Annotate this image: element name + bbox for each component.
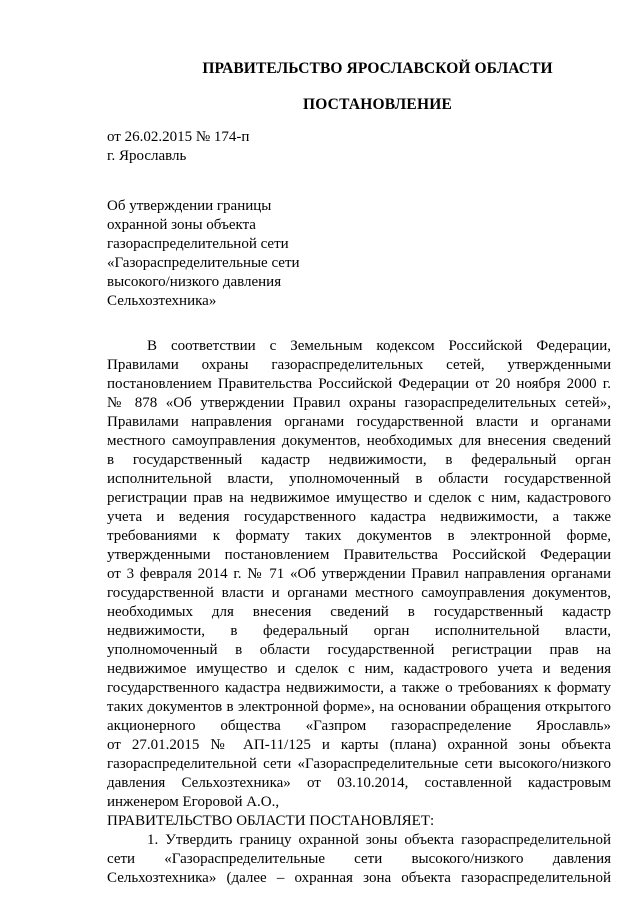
body-line: требованиями к формату таких документов в электронной форме,	[107, 528, 611, 544]
body-line: государственного кадастра недвижимости, а также о требованиях к формату	[107, 680, 611, 696]
subject-line: «Газораспределительные сети	[107, 255, 300, 271]
body-line: местного самоуправления документов, необходимых для внесения сведений	[107, 433, 611, 449]
body-line: газораспределительной сети «Газораспределительные сети высокого/низкого	[107, 756, 611, 772]
body-line: недвижимое имущество и сделок с ним, кадастрового учета и ведения	[107, 661, 611, 677]
document-body	[107, 337, 611, 888]
body-line: уполномоченный в области государственной регистрации прав на	[107, 642, 611, 658]
body-line: таких документов в электронной форме», на основании обращения открытого	[107, 699, 611, 715]
body-line: № 878 «Об утверждении Правил охраны газораспределительных сетей»,	[107, 395, 611, 411]
body-line: исполнительной власти, уполномоченный в области государственной	[107, 471, 611, 487]
body-line: государственной власти и органами местного самоуправления документов,	[107, 585, 611, 601]
document-subject	[107, 197, 367, 311]
body-line: давления Сельхозтехника» от 03.10.2014, составленной кадастровым	[107, 775, 611, 791]
subject-line: газораспределительной сети	[107, 236, 289, 252]
body-line: Правилами направления органами государственной власти и органами	[107, 414, 611, 430]
subject-line: Об утверждении границы	[107, 198, 272, 214]
document-type: ПОСТАНОВЛЕНИЕ	[302, 96, 453, 113]
city: г. Ярославль	[107, 148, 187, 164]
body-line: в государственный кадастр недвижимости, в федеральный орган	[107, 452, 611, 468]
body-line: акционерного общества «Газпром газораспределение Ярославль»	[107, 718, 611, 734]
body-line: 1. Утвердить границу охранной зоны объекта газораспределительной	[147, 832, 611, 848]
subject-line: высокого/низкого давления	[107, 274, 282, 290]
subject-line: охранной зоны объекта	[107, 217, 256, 233]
item-1-paragraph	[107, 831, 611, 888]
body-line: учета и ведения государственного кадастра недвижимости, а также	[107, 509, 611, 525]
government-title: ПРАВИТЕЛЬСТВО ЯРОСЛАВСКОЙ ОБЛАСТИ	[202, 60, 553, 77]
subject-line: Сельхозтехника»	[107, 293, 217, 309]
body-line: от 3 февраля 2014 г. № 71 «Об утверждении Правил направления органами	[107, 566, 611, 582]
body-line: от 27.01.2015 № АП-11/125 и карты (плана) охранной зоны объекта	[107, 737, 611, 753]
resolve-statement: ПРАВИТЕЛЬСТВО ОБЛАСТИ ПОСТАНОВЛЯЕТ:	[107, 813, 435, 829]
body-line: недвижимости, в федеральный орган исполнительной власти,	[107, 623, 611, 639]
body-line: Сельхозтехника» (далее – охранная зона объекта газораспределительной	[107, 870, 611, 886]
body-line: инженером Егоровой А.О.,	[107, 794, 280, 810]
preamble-paragraph	[107, 337, 611, 812]
body-line: необходимых для внесения сведений в государственный кадастр	[107, 604, 611, 620]
body-line: Правилами охраны газораспределительных сетей, утвержденными	[107, 357, 611, 373]
body-line: постановлением Правительства Российской Федерации от 20 ноября 2000 г.	[107, 376, 611, 392]
date-number: от 26.02.2015 № 174-п	[107, 129, 250, 145]
body-line: утвержденными постановлением Правительства Российской Федерации	[107, 547, 611, 563]
body-line: регистрации прав на недвижимое имущество и сделок с ним, кадастрового	[107, 490, 611, 506]
body-line: сети «Газораспределительные сети высокого/низкого давления	[107, 851, 611, 867]
document-meta	[107, 128, 249, 166]
body-line: В соответствии с Земельным кодексом Российской Федерации,	[147, 338, 611, 354]
